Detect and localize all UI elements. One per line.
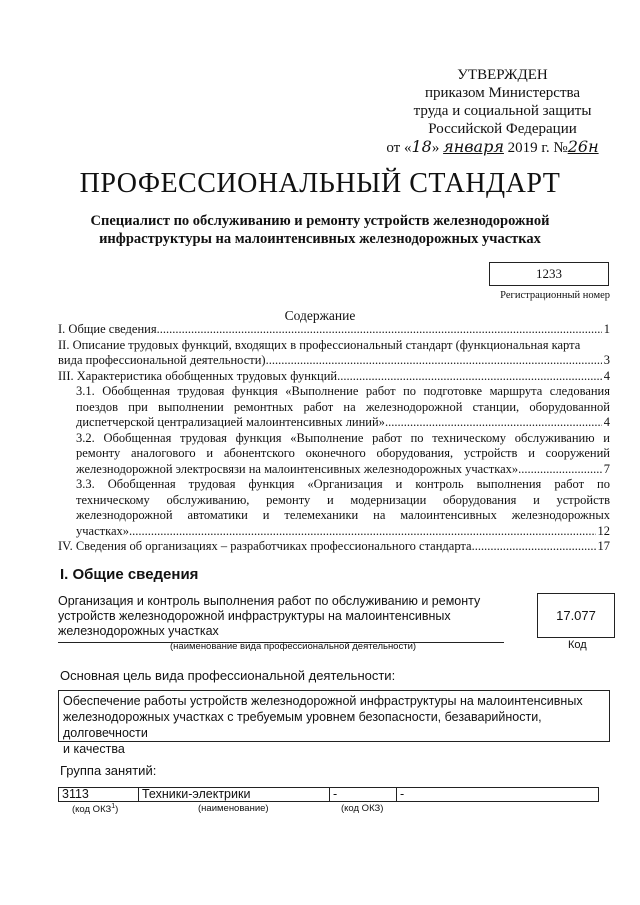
toc-item-text: железнодорожной электросвязи на малоинтенсивных железнодорожных участках»: [76, 461, 519, 476]
goal-line-1: Обеспечение работы устройств железнодорожной инфраструктуры на малоинтенсивных: [63, 694, 583, 708]
toc-item-text: 3.3. Обобщенная трудовая функция «Организация и контроль выполнения работ по: [76, 477, 610, 491]
date-day-handwritten: 18: [411, 137, 432, 156]
activity-line-3: железнодорожных участках: [58, 624, 219, 638]
footnote-marker[interactable]: 1: [111, 803, 116, 810]
approval-date: [370, 138, 615, 157]
toc-item-text: IV. Сведения об организациях – разработчиках профессионального стандарта: [58, 539, 472, 553]
toc-item-text: техническому обслуживанию, ремонту и модернизации оборудования и устройств: [76, 492, 610, 507]
approval-block: [370, 66, 615, 157]
toc-dots: [129, 524, 595, 540]
toc-item-text: диспетчерской централизацией малоинтенсивных линий»: [76, 415, 385, 429]
goal-line-3: и качества: [63, 742, 125, 756]
toc-heading: Содержание: [284, 308, 356, 323]
toc-item-text: железнодорожной автоматики и телемеханики на малоинтенсивных железнодорожных: [76, 508, 610, 522]
activity-line-2: устройств железнодорожной инфраструктуры на малоинтенсивных: [58, 609, 451, 623]
toc-page: 17: [597, 539, 610, 553]
toc-item-text: III. Характеристика обобщенных трудовых функций: [58, 368, 338, 383]
toc-page: 4: [603, 368, 610, 383]
toc-dots: [518, 462, 602, 478]
registration-number-label: Регистрационный номер: [500, 290, 610, 301]
caption-okz-2: (код ОКЗ): [341, 803, 384, 814]
toc-item-text: I. Общие сведения: [58, 322, 157, 336]
table-of-contents: [58, 322, 610, 555]
toc-item-iv[interactable]: [58, 539, 610, 555]
group-label: Группа занятий:: [60, 763, 157, 778]
caption-okz: [72, 803, 118, 815]
activity-code-box: 17.077: [537, 593, 615, 638]
date-mid: »: [431, 140, 444, 156]
toc-page: 4: [603, 415, 610, 429]
caption-name: (наименование): [198, 803, 269, 814]
document-title: ПРОФЕССИОНАЛЬНЫЙ СТАНДАРТ: [79, 168, 561, 199]
activity-line-1: Организация и контроль выполнения работ по обслуживанию и ремонту: [58, 594, 481, 608]
approval-line-4: Российской Федерации: [428, 121, 577, 137]
toc-dots: [337, 369, 602, 385]
toc-dots: [385, 415, 602, 431]
caption-okz-text: (код ОКЗ: [72, 804, 112, 816]
table-row: [59, 788, 599, 802]
registration-number-box: 1233: [489, 262, 609, 286]
toc-page: 12: [597, 523, 610, 538]
toc-item-text: II. Описание трудовых функций, входящих в профессиональный стандарт (функциональная карта: [58, 337, 581, 352]
activity-caption: (наименование вида профессиональной деятельности): [170, 641, 417, 652]
toc-item-text: ремонту аналогового и абонентского оконечного оборудования, устройств и сооружений: [76, 446, 610, 460]
toc-dots: [266, 353, 602, 369]
toc-item-3-2[interactable]: [58, 431, 610, 478]
toc-item-i[interactable]: [58, 322, 610, 338]
occupation-group-table: [58, 787, 599, 802]
subtitle-line-2: инфраструктуры на малоинтенсивных железнодорожных участках: [99, 231, 541, 247]
occupation-name-cell-2: -: [397, 788, 599, 802]
toc-page: 7: [603, 461, 610, 476]
section-heading: I. Общие сведения: [60, 566, 199, 583]
okz-code-cell: 3113: [59, 788, 139, 802]
goal-label: Основная цель вида профессиональной деятельности:: [60, 668, 396, 683]
occupation-name-cell: Техники-электрики: [139, 788, 330, 802]
toc-page: 3: [603, 353, 610, 367]
toc-item-text: вида профессиональной деятельности): [58, 353, 266, 367]
toc-item-ii[interactable]: [58, 338, 610, 369]
toc-item-text: участках»: [76, 523, 130, 538]
code-label: Код: [568, 639, 587, 651]
toc-item-3-1[interactable]: [58, 384, 610, 431]
document-subtitle: [60, 212, 580, 248]
subtitle-line-1: Специалист по обслуживанию и ремонту устройств железнодорожной: [90, 213, 550, 229]
toc-item-3-3[interactable]: [58, 477, 610, 539]
toc-item-iii[interactable]: [58, 369, 610, 385]
toc-dots: [472, 539, 596, 555]
goal-line-2: железнодорожных участках с требуемым уровнем безопасности, безаварийности, долговечности: [63, 710, 542, 740]
date-year: 2019 г. №: [503, 140, 568, 156]
approval-line-1: УТВЕРЖДЕН: [457, 67, 548, 83]
goal-box: [58, 690, 610, 756]
toc-dots: [157, 322, 602, 338]
toc-item-text: поездов при выполнении ремонтных работ на железнодорожной станции, оборудованной: [76, 399, 610, 414]
approval-line-2: приказом Министерства: [424, 85, 581, 101]
okz-code-cell-2: -: [330, 788, 397, 802]
date-prefix: от «: [386, 140, 412, 156]
caption-okz-end: ): [115, 804, 119, 816]
order-number-handwritten: 26н: [567, 137, 599, 156]
toc-item-text: 3.2. Обобщенная трудовая функция «Выполнение работ по техническому обслуживанию и: [76, 430, 610, 445]
toc-page: 1: [603, 322, 610, 336]
toc-item-text: 3.1. Обобщенная трудовая функция «Выполнение работ по подготовке маршрута следования: [76, 384, 610, 398]
activity-name: [58, 592, 504, 643]
date-month-handwritten: января: [443, 137, 504, 156]
approval-line-3: труда и социальной защиты: [413, 103, 592, 119]
